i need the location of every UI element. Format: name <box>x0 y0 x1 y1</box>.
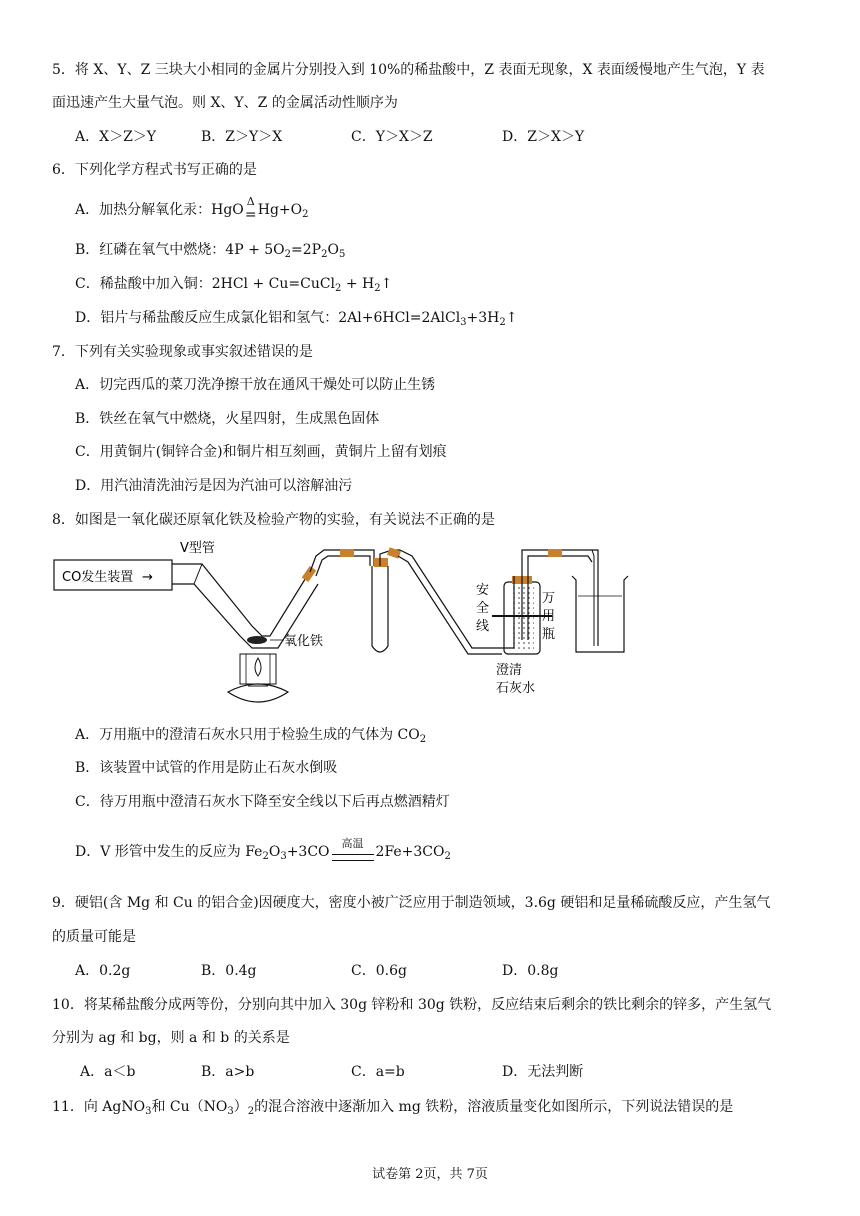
q7-option-b: B．铁丝在氧气中燃烧，火星四射，生成黑色固体 <box>75 411 380 427</box>
q5-stem-line2: 面迅速产生大量气泡。则 X、Y、Z 的金属活动性顺序为 <box>52 95 398 111</box>
bottle-label-char-2: 用 <box>542 609 556 624</box>
iron-oxide-label: 氧化铁 <box>284 634 324 649</box>
q9-stem-line1: 9．硬铝(含 Mg 和 Cu 的铝合金)因硬度大，密度小被广泛应用于制造领域，3.6g 硬铝和足量稀硫酸反应，产生氢气 <box>52 895 771 911</box>
co-reduction-apparatus-diagram <box>52 536 812 716</box>
bottle-label-char-3: 瓶 <box>542 627 556 642</box>
q8-d-condition: 高温 <box>341 837 364 850</box>
q7-stem: 7．下列有关实验现象或事实叙述错误的是 <box>52 344 313 360</box>
q5-option-a: A．X＞Z＞Y <box>75 129 157 145</box>
page-footer: 试卷第 2页，共 7页 <box>372 1167 488 1182</box>
q8-stem: 8．如图是一氧化碳还原氧化铁及检验产物的实验，有关说法不正确的是 <box>52 512 495 528</box>
q6-option-c: C．稀盐酸中加入铜：2HCl + Cu=CuCl$_2$ + $H_2↑$ <box>75 276 393 294</box>
safety-line-char-3: 线 <box>476 619 490 634</box>
v-tube-label: V型管 <box>180 541 215 556</box>
q10-option-a: A．a＜b <box>80 1064 136 1080</box>
q6-option-a: A．加热分解氧化汞：HgO Δ $=Hg+O_2$ <box>75 200 309 225</box>
q10-option-d: D．无法判断 <box>502 1064 584 1080</box>
q6-a-suffix: Hg+O <box>257 202 303 218</box>
co-generator-label: CO发生装置 <box>62 570 134 585</box>
q9-option-b: B．0.4g <box>201 963 257 979</box>
q10-stem-line2: 分别为 ag 和 bg，则 a 和 b 的关系是 <box>52 1030 290 1046</box>
q5-option-d: D．Z＞X＞Y <box>502 129 585 145</box>
q7-option-d: D．用汽油清洗油污是因为汽油可以溶解油污 <box>75 478 353 494</box>
q5-stem-line1: 5．将 X、Y、Z 三块大小相同的金属片分别投入到 10%的稀盐酸中，Z 表面无现象，X 表面缓慢地产生气泡，Y 表 <box>52 62 765 78</box>
alcohol-lamp <box>228 684 288 702</box>
q9-stem-line2: 的质量可能是 <box>52 929 136 945</box>
iron-oxide-sample <box>247 636 267 644</box>
q6-a-condition: Δ <box>246 195 255 208</box>
q8-option-d: D．V 形管中发生的反应为 $Fe_2O_3+3CO$ 高温 $2Fe+3CO_2$ <box>75 842 451 867</box>
q8-option-b: B．该装置中试管的作用是防止石灰水倒吸 <box>75 760 338 776</box>
limewater-label-line2: 石灰水 <box>496 681 536 696</box>
q7-option-a: A．切完西瓜的菜刀洗净擦干放在通风干燥处可以防止生锈 <box>75 377 436 393</box>
q10-stem-line1: 10．将某稀盐酸分成两等份，分别向其中加入 30g 锌粉和 30g 铁粉，反应结束后剩余的铁比剩余的锌多，产生氢气 <box>52 997 772 1013</box>
safety-line-char-1: 安 <box>476 583 490 598</box>
q6-stem: 6．下列化学方程式书写正确的是 <box>52 162 257 178</box>
q6-a-prefix: A．加热分解氧化汞：HgO <box>75 202 244 218</box>
q9-option-a: A．0.2g <box>75 963 131 979</box>
q9-option-c: C．0.6g <box>351 963 407 979</box>
limewater-label-line1: 澄清 <box>496 663 523 678</box>
q5-option-c: C．Y＞X＞Z <box>351 129 433 145</box>
q10-option-b: B．a>b <box>201 1064 255 1080</box>
q8-option-c: C．待万用瓶中澄清石灰水下降至安全线以下后再点燃酒精灯 <box>75 794 450 810</box>
q6-option-b: B．红磷在氧气中燃烧：$4P + 5O_2=2P_2O_5$ <box>75 242 346 260</box>
bottle-label-char-1: 万 <box>542 591 556 606</box>
q9-option-d: D．0.8g <box>502 963 559 979</box>
q6-option-d: D．铝片与稀盐酸反应生成氯化铝和氢气：$2Al+6HCl=2AlCl_3+3H_2↑$ <box>75 310 518 328</box>
q8-option-a: A．万用瓶中的澄清石灰水只用于检验生成的气体为 $CO_2$ <box>75 727 427 745</box>
q11-stem: 11．向 AgNO$_3$和 $Cu(NO_3)_2$的混合溶液中逐渐加入 mg 铁粉，溶液质量变化如图所示，下列说法错误的是 <box>52 1099 734 1117</box>
q5-option-b: B．Z＞Y＞X <box>201 129 283 145</box>
co-flow-arrow: → <box>142 570 153 585</box>
q7-option-c: C．用黄铜片(铜锌合金)和铜片相互刻画，黄铜片上留有划痕 <box>75 444 447 460</box>
beaker <box>572 576 628 652</box>
q10-option-c: C．a=b <box>351 1064 405 1080</box>
test-tube <box>372 566 388 652</box>
safety-line-char-2: 全 <box>476 601 490 616</box>
